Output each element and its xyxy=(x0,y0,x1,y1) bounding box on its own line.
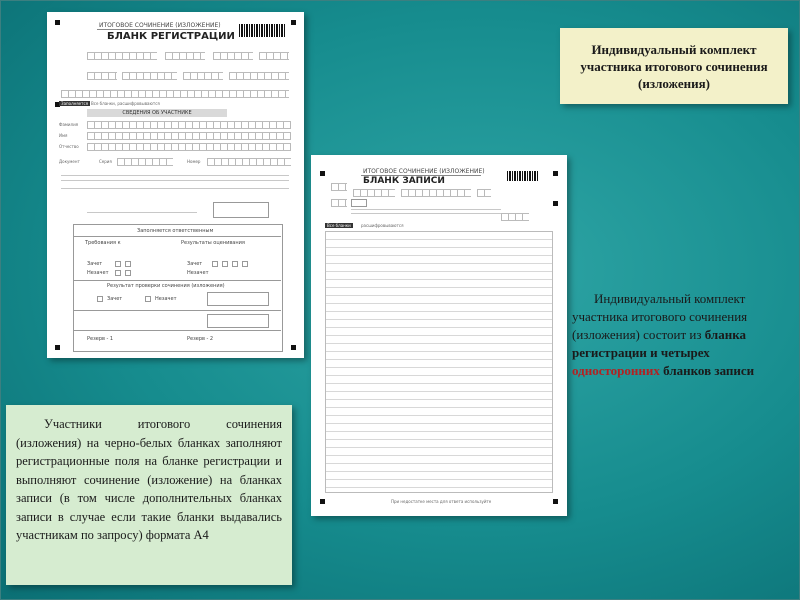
barcode-icon xyxy=(239,24,285,37)
answer-form-header: ИТОГОВОЕ СОЧИНЕНИЕ (ИЗЛОЖЕНИЕ) xyxy=(363,168,485,175)
barcode-icon xyxy=(507,171,539,181)
fail-label-1: Незачет xyxy=(87,270,109,276)
registration-form-header: ИТОГОВОЕ СОЧИНЕНИЕ (ИЗЛОЖЕНИЕ) xyxy=(99,22,221,29)
pass-label-2: Зачет xyxy=(187,261,203,267)
answer-form-footer: При недостатке места для ответа используйте xyxy=(391,499,492,504)
answer-form-tag: Все бланки xyxy=(327,223,351,228)
answer-form-title: БЛАНК ЗАПИСИ xyxy=(363,176,445,186)
section-participant-bar: СВЕДЕНИЯ ОБ УЧАСТНИКЕ xyxy=(87,109,227,117)
kit-title-box xyxy=(560,28,788,104)
kit-description xyxy=(572,290,778,380)
registration-form-image: ИТОГОВОЕ СОЧИНЕНИЕ (ИЗЛОЖЕНИЕ) БЛАНК РЕГИСТРАЦИИ Заполняется Все бланки, расшифровываются СВЕДЕНИЯ ОБ УЧАСТНИКЕ Фамилия Имя Отчество Документ Серия Номер Заполняется ответственным Требования к Результаты оценивания Зачет Незачет Зачет Незачет Результат проверки сочинения (изложения) Зачет Незачет Резерв - 1 Резерв - 2 xyxy=(47,12,304,358)
reserve-2-label: Резерв - 2 xyxy=(187,336,214,342)
registration-form-title: БЛАНК РЕГИСТРАЦИИ xyxy=(107,31,235,42)
answer-form-image: ИТОГОВОЕ СОЧИНЕНИЕ (ИЗЛОЖЕНИЕ) БЛАНК ЗАПИСИ Все бланки расшифровываются При недостатке места для ответа используйте xyxy=(311,155,567,516)
field-patronymic-label: Отчество xyxy=(59,144,79,149)
pass-label-3: Зачет xyxy=(107,296,123,302)
answer-lines-area xyxy=(325,231,553,493)
fail-label-2: Незачет xyxy=(187,270,209,276)
examiner-section-title: Заполняется ответственным xyxy=(137,228,214,234)
participants-note-text: Участники итогового сочинения (изложения) на черно-белых бланках заполняют регистрационные поля на бланке регистрации и выполняют сочинение (изложение) на бланках записи (в том числе дополнительных бланках записи в случае если такие бланки выдавались участникам по запросу) формата А4 xyxy=(16,417,282,542)
description-part2: бланка регистрации и четырех xyxy=(572,327,747,360)
kit-title-text: Индивидуальный комплект участника итогового сочинения (изложения) xyxy=(580,41,768,91)
check-result-label: Результат проверки сочинения (изложения) xyxy=(107,283,225,289)
field-number-label: Номер xyxy=(187,159,201,164)
description-part3: односторонних xyxy=(572,363,660,378)
description-part4: бланков записи xyxy=(659,363,755,378)
field-name-label: Имя xyxy=(59,133,68,138)
registration-form-tag-1: Заполняется xyxy=(61,101,89,106)
field-surname-label: Фамилия xyxy=(59,122,79,127)
field-document-label: Документ xyxy=(59,159,80,164)
fail-label-3: Незачет xyxy=(155,296,177,302)
reserve-1-label: Резерв - 1 xyxy=(87,336,114,342)
requirements-label: Требования к xyxy=(85,240,121,246)
field-series-label: Серия xyxy=(99,159,112,164)
participants-note-box xyxy=(6,405,292,585)
description-part1: Индивидуальный комплект участника итогового сочинения (изложения) состоит из xyxy=(572,291,748,342)
results-label: Результаты оценивания xyxy=(181,240,245,246)
pass-label-1: Зачет xyxy=(87,261,103,267)
